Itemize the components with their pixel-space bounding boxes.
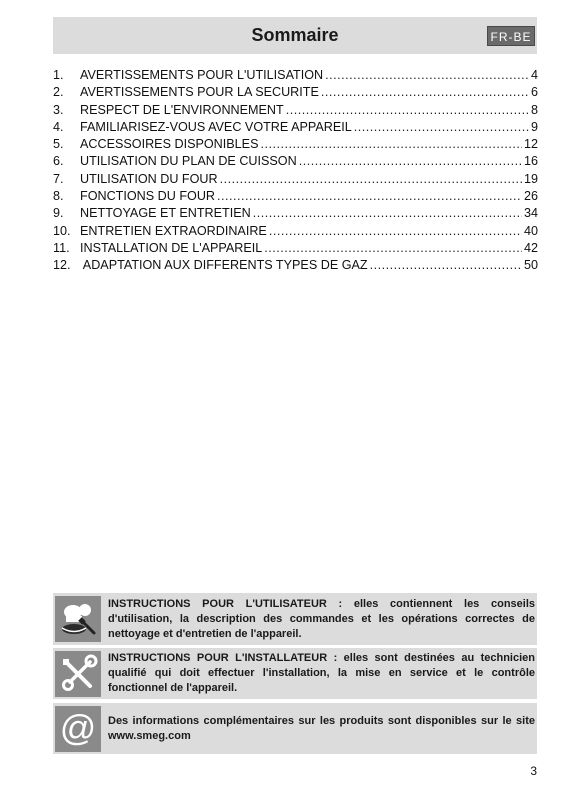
toc-entry[interactable] [53,205,538,222]
toc-title: ENTRETIEN EXTRAORDINAIRE [80,223,267,238]
toc-number: 7. [53,171,64,186]
toc-page-number: 16 [523,154,538,169]
toc-page-number: 9 [530,119,538,134]
toc-leader-dots [354,119,529,136]
user-instructions-box [53,593,537,645]
toc-page-number: 4 [530,68,538,82]
toc-title: UTILISATION DU PLAN DE CUISSON [80,154,297,169]
toc-leader-dots [264,240,522,257]
toc-number: 11. [53,240,70,255]
toc-title: UTILISATION DU FOUR [80,171,218,186]
toc-page-number: 19 [523,171,538,186]
tools-icon [55,651,101,697]
toc-number: 9. [53,206,64,221]
toc-entry[interactable] [53,119,538,136]
toc-leader-dots [260,136,522,153]
toc-page-number: 50 [523,258,538,273]
installer-instructions-box [53,648,537,699]
toc-page-number: 34 [523,206,538,221]
toc-number: 3. [53,102,64,117]
toc-number: 4. [53,119,64,134]
toc-page-number: 12 [523,137,538,152]
toc-title: NETTOYAGE ET ENTRETIEN [80,206,251,221]
toc-leader-dots [217,188,522,205]
toc-leader-dots [325,67,529,84]
toc-number: 6. [53,154,64,169]
toc-page-number: 6 [530,85,538,100]
toc-leader-dots [321,84,529,101]
toc-leader-dots [220,171,522,188]
page-header [53,17,537,54]
toc-leader-dots [370,257,522,274]
toc-title: RESPECT DE L'ENVIRONNEMENT [80,102,284,117]
toc-number: 2. [53,85,64,100]
toc-number: 12. [53,258,71,273]
toc-page-number: 42 [523,240,538,255]
toc-entry[interactable] [53,102,538,119]
installer-instructions-text: INSTRUCTIONS POUR L'INSTALLATEUR : elles sont destinées au technicien qualifié qui doit effectuer l'installation, la mise en service et le contrôle fonctionnel de l'appareil. [108,652,535,694]
toc-title: INSTALLATION DE L'APPAREIL [80,240,263,255]
toc-page-number: 8 [530,102,538,117]
toc-leader-dots [299,153,522,170]
user-instructions-text: INSTRUCTIONS POUR L'UTILISATEUR : elles contiennent les conseils d'utilisation, la description des commandes et les opérations correctes de nettoyage et d'entretien de l'appareil. [108,597,535,640]
toc-entry[interactable] [53,257,538,274]
toc-leader-dots [286,102,529,119]
web-info-box [53,703,537,754]
toc-entry[interactable] [53,84,538,101]
page-title: Sommaire [251,25,339,45]
toc-entry[interactable] [53,153,538,170]
toc-leader-dots [269,223,522,240]
toc-entry[interactable] [53,223,538,240]
toc-title: FONCTIONS DU FOUR [80,189,216,204]
at-sign-icon [55,706,101,752]
svg-text:@: @ [59,708,97,748]
chef-icon [55,596,101,642]
toc-entry[interactable] [53,171,538,188]
page-number: 3 [530,764,537,778]
toc-page-number: 40 [523,223,538,238]
toc-number: 10. [53,223,71,238]
toc-title: ADAPTATION AUX DIFFERENTS TYPES DE GAZ [80,258,368,273]
toc-entry[interactable] [53,67,538,84]
toc-entry[interactable] [53,240,538,257]
language-badge: FR-BE [487,26,535,46]
toc-leader-dots [253,205,522,222]
toc-number: 1. [53,68,64,82]
toc-page-number: 26 [523,189,538,204]
web-info-text: Des informations complémentaires sur les produits sont disponibles sur le site www.smeg.com [108,714,535,742]
table-of-contents [53,67,538,275]
toc-title: AVERTISSEMENTS POUR LA SECURITE [80,85,319,100]
toc-number: 8. [53,189,64,204]
toc-title: AVERTISSEMENTS POUR L'UTILISATION [80,68,324,82]
toc-number: 5. [53,137,64,152]
toc-entry[interactable] [53,188,538,205]
toc-title: FAMILIARISEZ-VOUS AVEC VOTRE APPAREIL [80,119,352,134]
toc-title: ACCESSOIRES DISPONIBLES [80,137,259,152]
toc-entry[interactable] [53,136,538,153]
